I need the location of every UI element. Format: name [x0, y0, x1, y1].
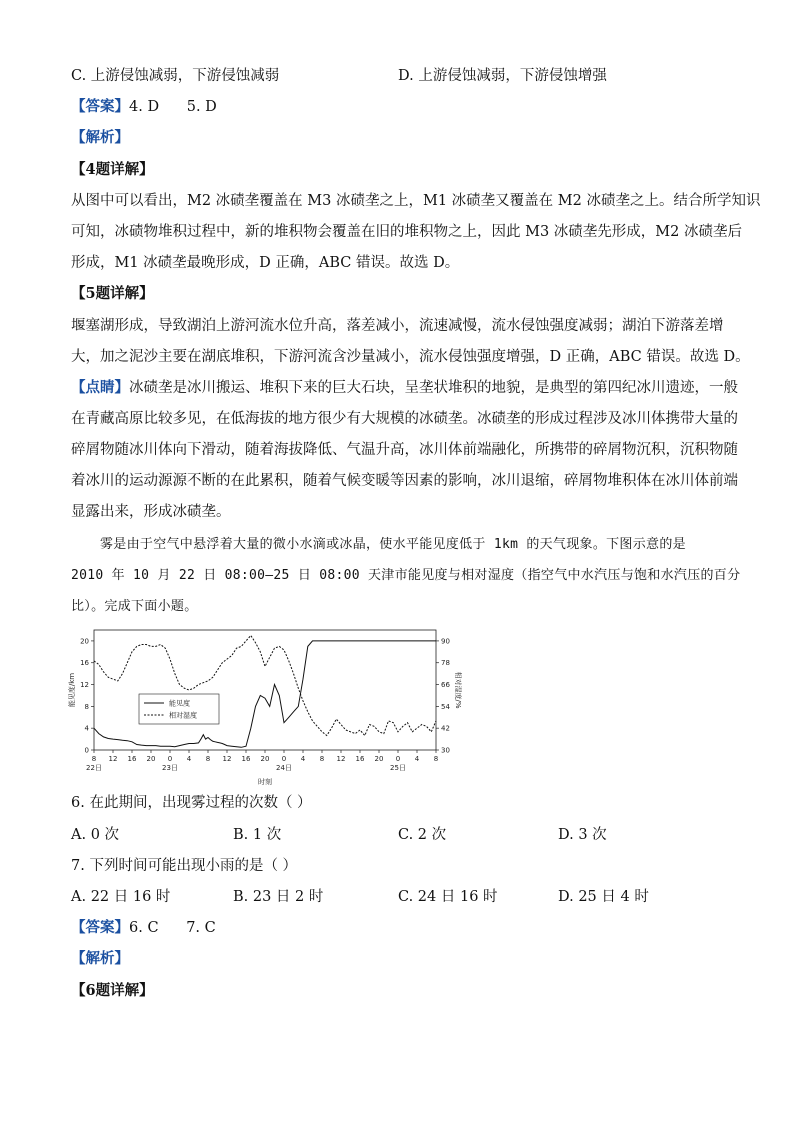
day-label: 25日: [390, 764, 406, 772]
answer-tag: 【答案】: [71, 98, 129, 115]
stem-line: 雾是由于空气中悬浮着大量的微小水滴或冰晶，使水平能见度低于 1km 的天气现象。下图示意的是: [100, 537, 686, 552]
day-label: 22日: [86, 764, 102, 772]
x-axis-label: 时刻: [258, 778, 272, 786]
plot-frame: [94, 630, 436, 750]
y-right-label: 相对湿度/%: [454, 671, 462, 709]
y-left-tick-label: 0: [84, 746, 89, 755]
x-tick-label: 8: [91, 755, 97, 763]
q6-option-a: A. 0 次: [71, 827, 120, 843]
q7-stem: 7. 下列时间可能出现小雨的是（ ）: [71, 858, 298, 874]
q6-stem: 6. 在此期间，出现雾过程的次数（ ）: [71, 795, 312, 811]
tip-line: 碎屑物随冰川体向下滑动，随着海拔降低、气温升高，冰川体前端融化，所携带的碎屑物沉积，沉积物随: [71, 442, 738, 458]
x-tick-label: 8: [205, 755, 211, 763]
tip-text: 冰碛垄是冰川搬运、堆积下来的巨大石块，呈垄状堆积的地貌，是典型的第四纪冰川遗迹，一般: [129, 380, 738, 396]
answer-tag: 【答案】: [71, 919, 129, 936]
q4-line: 形成，M1 冰碛垄最晚形成，D 正确，ABC 错误。故选 D。: [71, 255, 460, 271]
tip-line: 显露出来，形成冰碛垄。: [71, 504, 231, 520]
x-tick-label: 16: [355, 755, 365, 763]
q5-line: 堰塞湖形成，导致湖泊上游河流水位升高，落差减小，流速减慢，流水侵蚀强度减弱；湖泊下游落差增: [71, 318, 724, 334]
y-left-tick-label: 20: [80, 637, 89, 646]
x-tick-label: 4: [186, 755, 192, 763]
q4-line: 从图中可以看出，M2 冰碛垄覆盖在 M3 冰碛垄之上，M1 冰碛垄又覆盖在 M2 冰碛垄之上。结合所学知识: [71, 193, 761, 209]
y-right-tick-label: 78: [441, 659, 450, 668]
x-tick-label: 12: [222, 755, 232, 763]
y-right-tick-label: 42: [441, 724, 450, 733]
q4-detail-tag: 【4题详解】: [71, 161, 154, 178]
q5-line: 大，加之泥沙主要在湖底堆积，下游河流含沙量减小，流水侵蚀强度增强，D 正确，ABC 错误。故选 D。: [71, 349, 750, 365]
x-tick-label: 0: [167, 755, 173, 763]
x-tick-label: 12: [108, 755, 118, 763]
x-tick-label: 0: [281, 755, 287, 763]
option-c: C. 上游侵蚀减弱，下游侵蚀减弱: [71, 68, 280, 84]
day-label: 24日: [276, 764, 292, 772]
legend-label: 相对湿度: [169, 711, 197, 720]
x-tick-label: 4: [414, 755, 420, 763]
y-left-tick-label: 8: [84, 702, 89, 711]
x-tick-label: 20: [374, 755, 384, 763]
q7-option-a: A. 22 日 16 时: [71, 889, 171, 905]
y-right-tick-label: 90: [441, 637, 450, 646]
q4-line: 可知，冰碛物堆积过程中，新的堆积物会覆盖在旧的堆积物之上，因此 M3 冰碛垄先形成，M2 冰碛垄后: [71, 224, 742, 240]
analysis-tag: 【解析】: [71, 129, 129, 146]
q6-option-c: C. 2 次: [398, 827, 447, 843]
answer-text: 4. D 5. D: [129, 99, 217, 115]
stem-line: 2010 年 10 月 22 日 08:00—25 日 08:00 天津市能见度与相对湿度（指空气中水汽压与饱和水汽压的百分: [71, 568, 741, 583]
analysis-tag: 【解析】: [71, 950, 129, 967]
x-tick-label: 16: [127, 755, 137, 763]
q7-option-c: C. 24 日 16 时: [398, 889, 498, 905]
legend-label: 能见度: [169, 699, 190, 708]
answer-line-1: [71, 97, 217, 117]
x-tick-label: 20: [260, 755, 270, 763]
option-d: D. 上游侵蚀减弱，下游侵蚀增强: [398, 68, 607, 84]
y-right-tick-label: 54: [441, 702, 450, 711]
stem-line: 比）。完成下面小题。: [71, 599, 198, 614]
legend: [139, 694, 219, 724]
q6-option-b: B. 1 次: [233, 827, 282, 843]
tip-line: 着冰川的运动源源不断的在此累积，随着气候变暖等因素的影响，冰川退缩，碎屑物堆积体在冰川体前端: [71, 473, 738, 489]
y-left-tick-label: 12: [80, 681, 89, 690]
x-tick-label: 8: [319, 755, 325, 763]
answer-text: 6. C 7. C: [129, 920, 216, 936]
legend-box: [139, 694, 219, 724]
day-label: 23日: [162, 764, 178, 772]
tip-line-first: [71, 378, 738, 398]
x-tick-label: 0: [395, 755, 401, 763]
tip-tag: 【点睛】: [71, 379, 129, 396]
q6-option-d: D. 3 次: [558, 827, 607, 843]
y-left-tick-label: 4: [84, 724, 89, 733]
q7-option-b: B. 23 日 2 时: [233, 889, 324, 905]
visibility-humidity-chart: [64, 624, 462, 789]
answer-line-2: [71, 918, 216, 938]
y-right-tick-label: 66: [441, 681, 450, 690]
y-right-tick-label: 30: [441, 746, 450, 755]
y-left-tick-label: 16: [80, 659, 89, 668]
q7-option-d: D. 25 日 4 时: [558, 889, 649, 905]
x-tick-label: 4: [300, 755, 306, 763]
q5-detail-tag: 【5题详解】: [71, 285, 154, 302]
x-tick-label: 12: [336, 755, 346, 763]
x-tick-label: 16: [241, 755, 251, 763]
tip-line: 在青藏高原比较多见，在低海拔的地方很少有大规模的冰碛垄。冰碛垄的形成过程涉及冰川体携带大量的: [71, 411, 738, 427]
x-tick-label: 8: [433, 755, 439, 763]
y-left-label: 能见度/km: [68, 672, 76, 708]
q6-detail-tag: 【6题详解】: [71, 982, 154, 999]
x-tick-label: 20: [146, 755, 156, 763]
